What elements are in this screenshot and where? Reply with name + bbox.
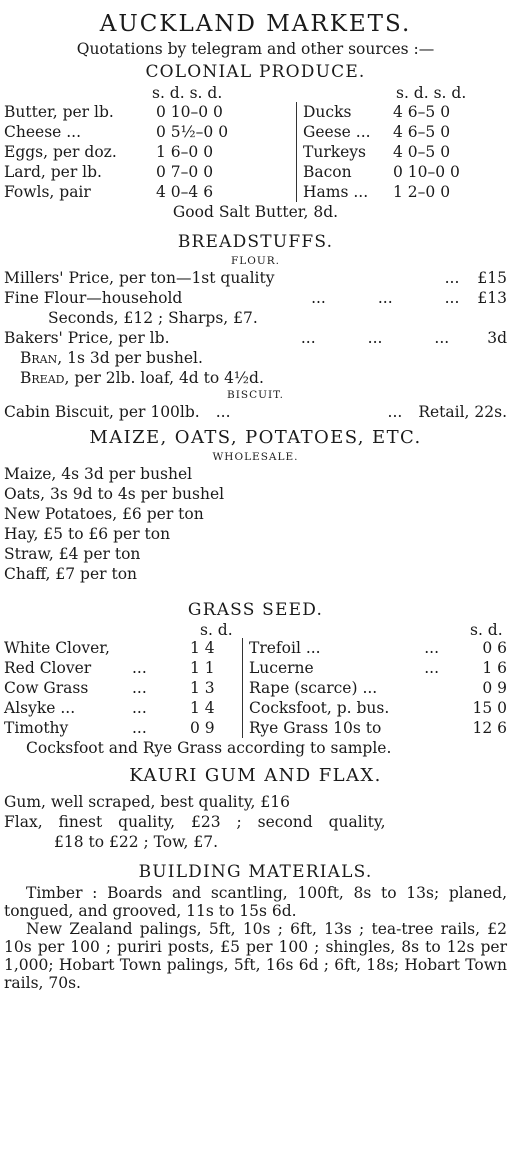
colonial-right <box>296 84 507 202</box>
fine-flour-row: Fine Flour—household ... ... ... £13 <box>4 289 507 307</box>
grass-table <box>4 638 507 738</box>
table-row: Hams ... 1 2–0 0 <box>297 182 461 202</box>
table-row: Bacon 0 10–0 0 <box>297 162 461 182</box>
kauri-heading: KAURI GUM AND FLAX. <box>129 765 382 786</box>
flour-heading: FLOUR. <box>231 255 280 267</box>
table-row: Ducks 4 6–5 0 <box>297 102 461 122</box>
seconds-line: Seconds, £12 ; Sharps, £7. <box>48 309 258 327</box>
subtitle: Quotations by telegram and other sources :— <box>76 40 435 58</box>
timber-paragraph: Timber : Boards and scantling, 100ft, 8s to 13s; planed, tongued, and grooved, 11s to 15s 6d. <box>4 884 507 920</box>
page-title: AUCKLAND MARKETS. <box>99 11 412 37</box>
table-row: Fowls, pair 4 0–4 6 <box>4 183 214 201</box>
bread-line: Bread, per 2lb. loaf, 4d to 4½d. <box>20 369 264 387</box>
grass-header-row: s. d. s. d. <box>200 621 503 639</box>
colonial-left-table <box>4 102 228 202</box>
colonial-left-header: s. d. s. d. <box>152 84 223 102</box>
list-item: Chaff, £7 per ton <box>4 565 138 583</box>
colonial-right-table <box>296 102 461 202</box>
table-row: Red Clover ... 1 1 Lucerne ... 1 6 <box>4 659 507 677</box>
list-item: Oats, 3s 9d to 4s per bushel <box>4 485 225 503</box>
flax-line-1: Flax, finest quality, £23 ; second quality, <box>4 813 386 831</box>
breadstuffs-heading: BREADSTUFFS. <box>177 232 334 252</box>
list-item: New Potatoes, £6 per ton <box>4 505 204 523</box>
maize-heading: MAIZE, OATS, POTATOES, ETC. <box>89 427 422 448</box>
cabin-biscuit-row: Cabin Biscuit, per 100lb. ... ... Retail, 22s. <box>4 403 507 421</box>
gum-line: Gum, well scraped, best quality, £16 <box>4 793 290 811</box>
list-item: Hay, £5 to £6 per ton <box>4 525 171 543</box>
biscuit-heading: BISCUIT. <box>227 389 284 401</box>
colonial-left <box>4 84 296 202</box>
table-row: Butter, per lb. 0 10–0 0 <box>4 103 223 121</box>
table-row: Timothy ... 0 9 Rye Grass 10s to 12 6 <box>4 719 507 737</box>
wholesale-heading: WHOLESALE. <box>212 451 299 463</box>
list-item: Straw, £4 per ton <box>4 545 141 563</box>
colonial-table <box>4 84 507 202</box>
colonial-footer: Good Salt Butter, 8d. <box>172 203 339 221</box>
flax-line-2: £18 to £22 ; Tow, £7. <box>54 833 219 851</box>
table-row: Cheese ... 0 5½–0 0 <box>4 123 229 141</box>
table-row: Cow Grass ... 1 3 Rape (scarce) ... 0 9 <box>4 679 507 697</box>
colonial-heading: COLONIAL PRODUCE. <box>145 62 366 82</box>
table-row: Turkeys 4 0–5 0 <box>297 142 461 162</box>
millers-price-row: Millers' Price, per ton—1st quality ... £15 <box>4 269 507 287</box>
table-row: Geese ... 4 6–5 0 <box>297 122 461 142</box>
table-row: Lard, per lb. 0 7–0 0 <box>4 163 214 181</box>
bran-line: Bran, 1s 3d per bushel. <box>20 349 203 367</box>
table-row: White Clover, 1 4 Trefoil ... ... 0 6 <box>4 639 507 657</box>
table-row: Eggs, per doz. 1 6–0 0 <box>4 143 214 161</box>
building-heading: BUILDING MATERIALS. <box>138 862 373 882</box>
grass-heading: GRASS SEED. <box>187 600 324 620</box>
list-item: Maize, 4s 3d per bushel <box>4 465 193 483</box>
colonial-right-header: s. d. s. d. <box>396 84 467 102</box>
grass-footer: Cocksfoot and Rye Grass according to sample. <box>26 739 392 757</box>
table-row: Alsyke ... ... 1 4 Cocksfoot, p. bus. 15 0 <box>4 699 507 717</box>
bakers-price-row: Bakers' Price, per lb. ... ... ... 3d <box>4 329 507 347</box>
palings-paragraph: New Zealand palings, 5ft, 10s ; 6ft, 13s ; tea-tree rails, £2 10s per 100 ; puriri posts, £5 per 100 ; shingles, 8s to 12s per 1,000; Hobart Town palings, 5ft, 16s 6d ; 6ft, 18s; Hobart Town rails, 70s. <box>4 920 507 992</box>
